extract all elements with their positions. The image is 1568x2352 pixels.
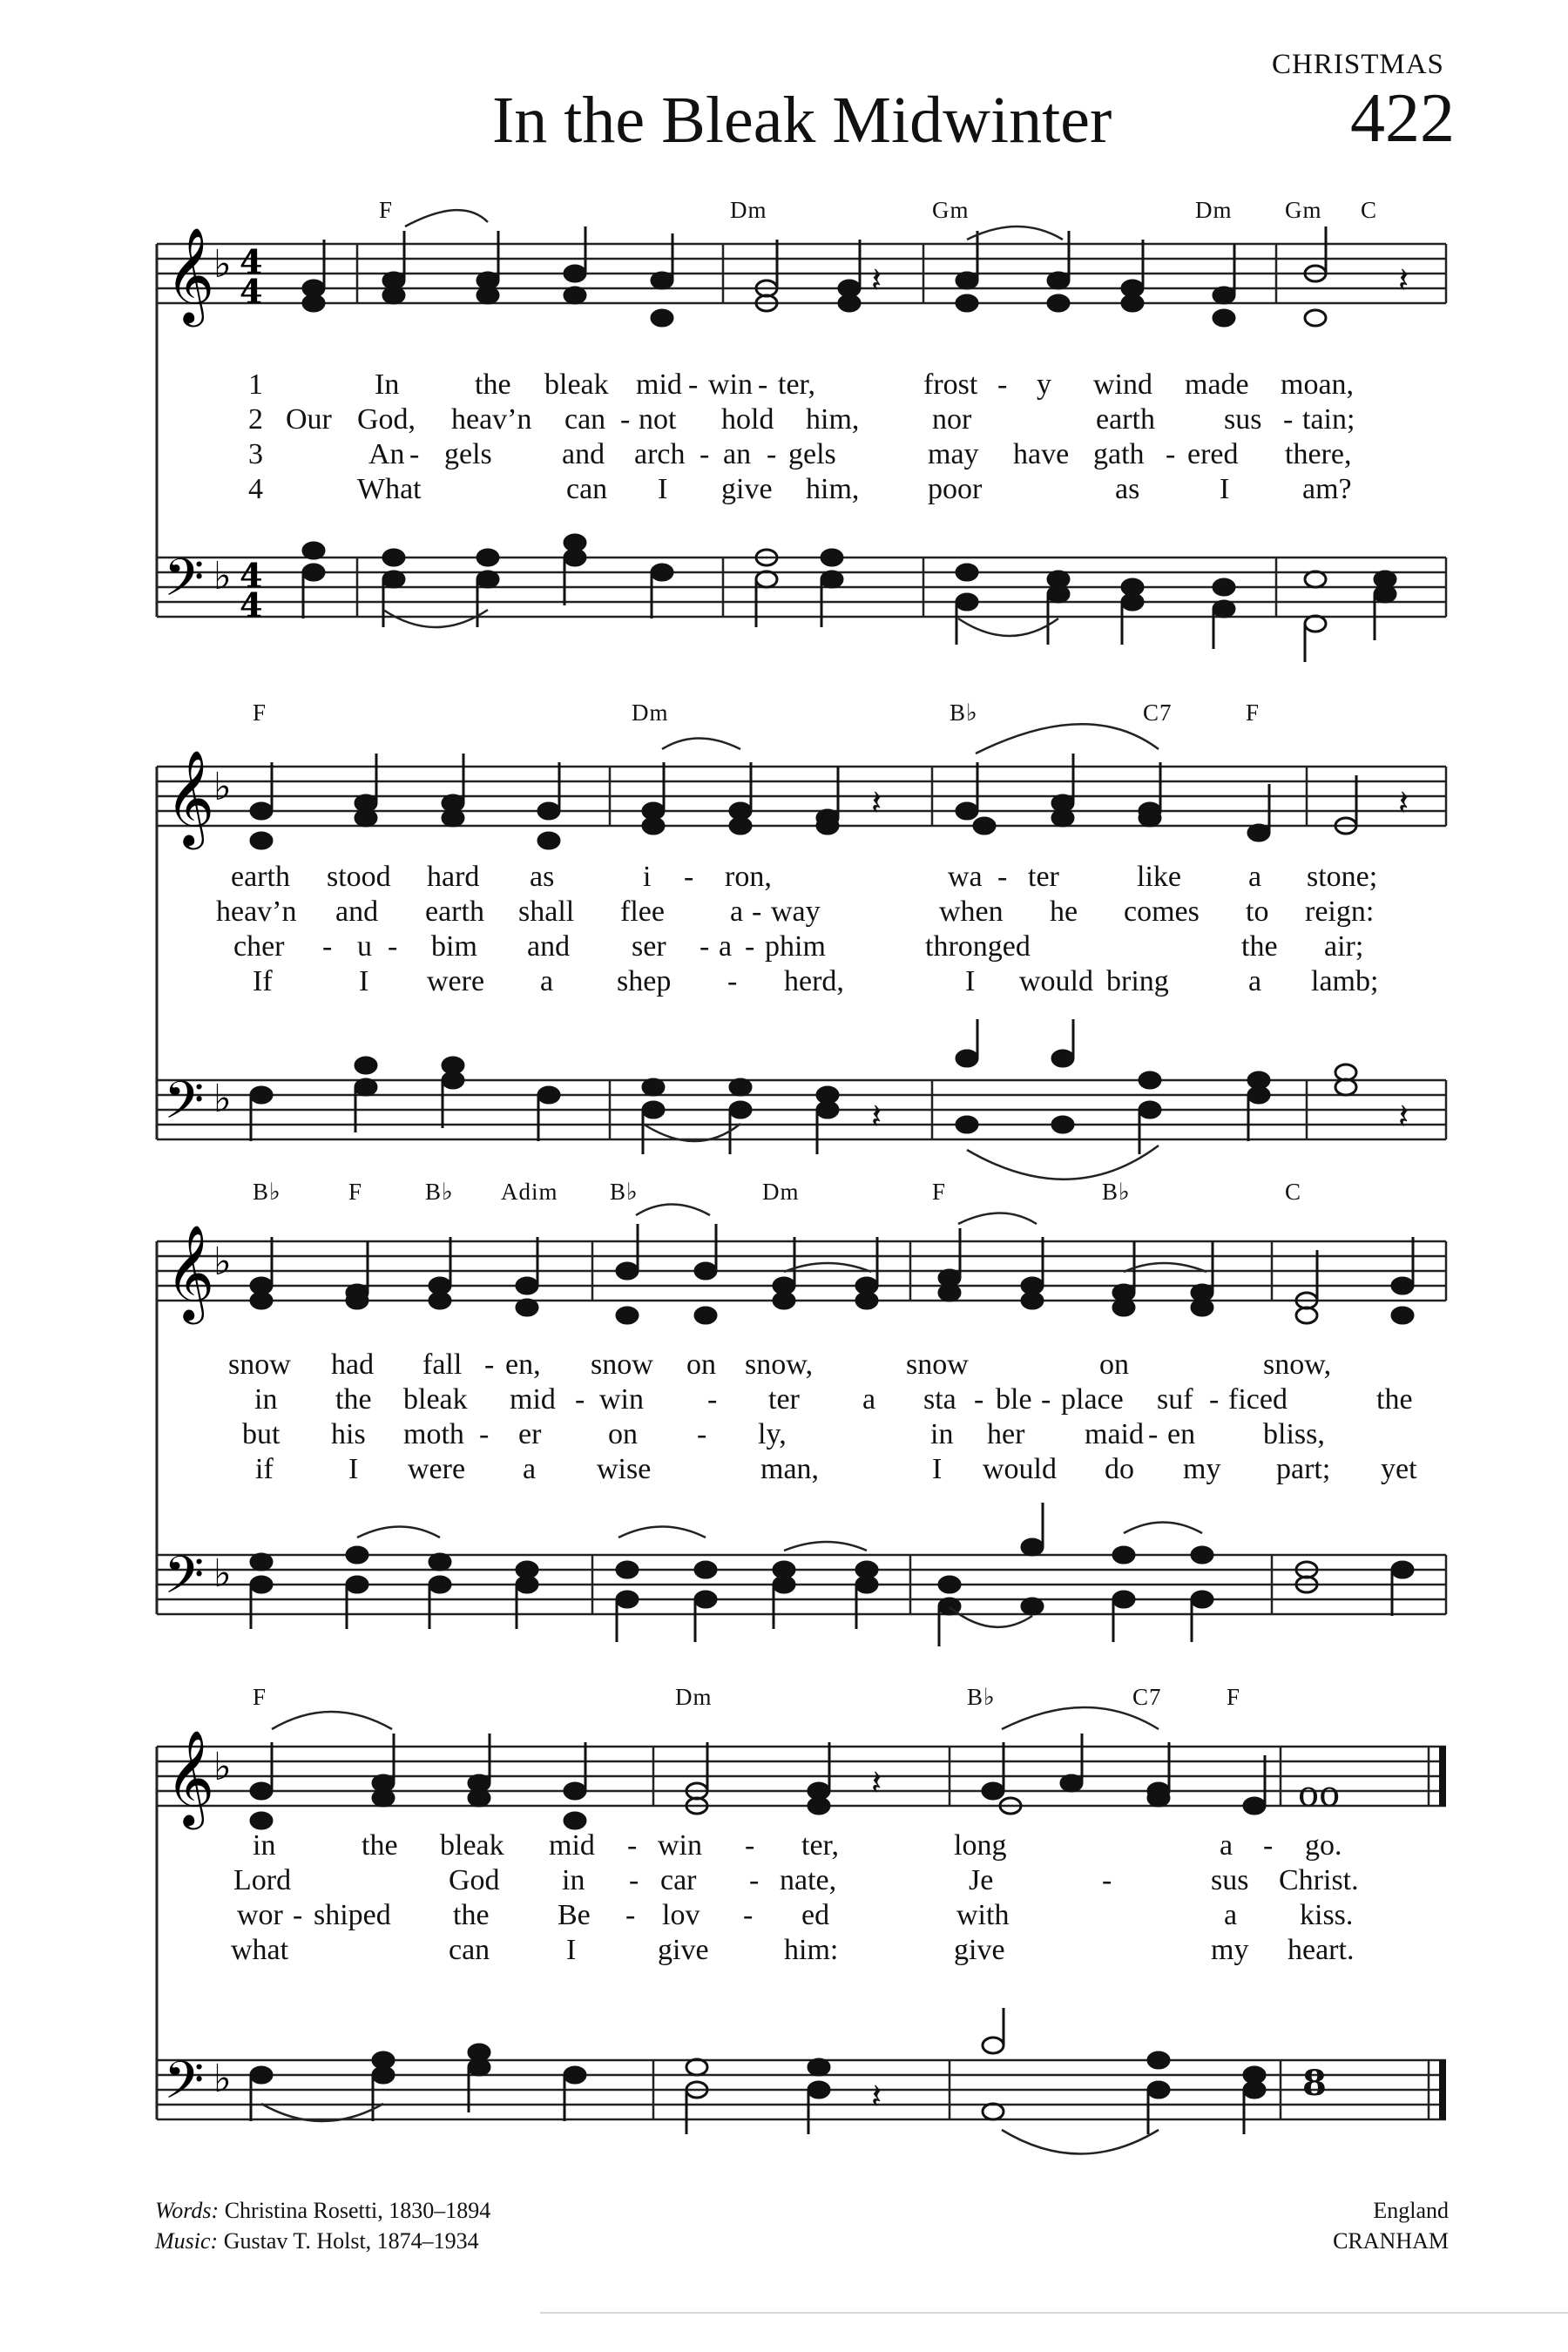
lyric-syllable: would bbox=[1019, 965, 1093, 997]
lyric-syllable: nate, bbox=[780, 1864, 837, 1896]
lyric-syllable: - bbox=[620, 403, 631, 436]
lyric-syllable: go. bbox=[1305, 1829, 1342, 1862]
music-credit bbox=[155, 2230, 479, 2253]
chord-symbol: B♭ bbox=[967, 1684, 996, 1710]
lyric-syllable: - bbox=[1102, 1864, 1112, 1896]
chord-symbol: F bbox=[348, 1179, 363, 1205]
lyric-syllable: do bbox=[1105, 1453, 1134, 1485]
lyric-syllable: in bbox=[930, 1418, 954, 1450]
lyric-syllable: kiss. bbox=[1300, 1899, 1354, 1931]
lyric-syllable: - bbox=[1283, 403, 1294, 436]
svg-text:𝄽: 𝄽 bbox=[1398, 783, 1409, 823]
lyric-syllable: - bbox=[752, 896, 762, 928]
flat-key-icon: ♭ bbox=[213, 765, 232, 809]
verse-number: 3 bbox=[248, 438, 263, 470]
lyric-syllable: earth bbox=[1096, 403, 1155, 436]
lyric-syllable: heav’n bbox=[451, 403, 532, 436]
lyric-syllable: yet bbox=[1381, 1453, 1417, 1485]
lyric-syllable: earth bbox=[425, 896, 484, 928]
lyric-syllable: phim bbox=[765, 930, 826, 963]
lyric-syllable: stone; bbox=[1307, 861, 1378, 893]
lyric-syllable: Our bbox=[286, 403, 332, 436]
lyric-syllable: lov bbox=[662, 1899, 700, 1931]
chord-symbol: B♭ bbox=[1102, 1179, 1131, 1205]
treble-notes-1 bbox=[303, 226, 1326, 326]
treble-clef-icon: 𝄞 bbox=[166, 1730, 215, 1826]
chord-symbol: F bbox=[379, 197, 394, 223]
treble-clef-icon: 𝄞 bbox=[166, 750, 215, 846]
flat-key-icon: ♭ bbox=[213, 1240, 232, 1284]
lyric-syllable: not bbox=[639, 403, 677, 436]
lyric-syllable: had bbox=[331, 1348, 375, 1381]
flat-key-icon: ♭ bbox=[213, 2057, 232, 2101]
lyric-syllable: - bbox=[700, 930, 710, 963]
lyric-syllable: - bbox=[629, 1864, 639, 1896]
lyric-syllable: a bbox=[523, 1453, 537, 1485]
chord-symbol: B♭ bbox=[950, 700, 978, 726]
lyric-syllable: - bbox=[293, 1899, 303, 1931]
lyric-syllable: gath bbox=[1093, 438, 1145, 470]
lyric-syllable: er bbox=[518, 1418, 542, 1450]
whole-notes: oo bbox=[1298, 1774, 1341, 1815]
lyric-syllable: ser bbox=[632, 930, 666, 963]
lyric-syllable: a bbox=[719, 930, 733, 963]
lyric-syllable: sus bbox=[1211, 1864, 1249, 1896]
lyric-syllable: maid bbox=[1085, 1418, 1144, 1450]
svg-text:4: 4 bbox=[240, 556, 263, 595]
lyric-syllable: u bbox=[357, 930, 372, 963]
lyric-syllable: the bbox=[1376, 1383, 1413, 1416]
tune-origin: England bbox=[1373, 2198, 1449, 2223]
lyric-syllable: my bbox=[1211, 1934, 1249, 1966]
lyric-syllable: wa bbox=[948, 861, 983, 893]
lyric-syllable: made bbox=[1185, 368, 1249, 401]
chord-symbol: B♭ bbox=[425, 1179, 454, 1205]
lyric-syllable: moan, bbox=[1281, 368, 1355, 401]
lyric-syllable: - bbox=[745, 1829, 755, 1862]
lyric-syllable: his bbox=[331, 1418, 366, 1450]
lyric-syllable: - bbox=[997, 368, 1008, 401]
lyric-syllable: I bbox=[1220, 473, 1230, 505]
lyric-syllable: Lord bbox=[233, 1864, 292, 1896]
lyric-syllable: as bbox=[530, 861, 555, 893]
lyric-syllable: like bbox=[1137, 861, 1181, 893]
lyric-syllable: ficed bbox=[1228, 1383, 1288, 1416]
lyric-syllable: a bbox=[1224, 1899, 1238, 1931]
bass-clef-icon: 𝄢 bbox=[164, 1070, 205, 1143]
lyric-syllable: give bbox=[721, 473, 773, 505]
lyric-syllable: her bbox=[987, 1418, 1025, 1450]
lyric-syllable: on bbox=[1099, 1348, 1129, 1381]
chord-symbol: Dm bbox=[675, 1684, 713, 1710]
verse-number: 4 bbox=[248, 473, 263, 505]
lyric-syllable: give bbox=[954, 1934, 1005, 1966]
lyric-syllable: air; bbox=[1324, 930, 1364, 963]
lyric-syllable: what bbox=[231, 1934, 289, 1966]
lyric-syllable: with bbox=[956, 1899, 1010, 1931]
lyric-syllable: bleak bbox=[544, 368, 609, 401]
lyric-syllable: - bbox=[1263, 1829, 1274, 1862]
lyric-syllable: in bbox=[562, 1864, 585, 1896]
chord-symbol: Gm bbox=[932, 197, 970, 223]
lyric-syllable: cher bbox=[233, 930, 285, 963]
lyric-syllable: shep bbox=[617, 965, 672, 997]
lyric-syllable: Christ. bbox=[1279, 1864, 1359, 1896]
chord-symbol: C7 bbox=[1143, 700, 1173, 726]
lyric-syllable: gels bbox=[444, 438, 492, 470]
lyric-syllable: - bbox=[727, 965, 738, 997]
lyric-syllable: - bbox=[707, 1383, 718, 1416]
lyric-syllable: were bbox=[408, 1453, 466, 1485]
lyric-syllable: as bbox=[1115, 473, 1140, 505]
lyric-syllable: ble bbox=[996, 1383, 1032, 1416]
chord-symbol: C bbox=[1285, 1179, 1302, 1205]
lyric-syllable: were bbox=[427, 965, 485, 997]
bass-notes-1 bbox=[303, 535, 1396, 662]
chord-symbol: Dm bbox=[1195, 197, 1233, 223]
lyric-syllable: I bbox=[965, 965, 976, 997]
lyric-syllable: may bbox=[928, 438, 979, 470]
treble-clef-icon: 𝄞 bbox=[166, 1225, 215, 1321]
lyric-syllable: - bbox=[479, 1418, 490, 1450]
lyric-syllable: comes bbox=[1124, 896, 1200, 928]
lyric-syllable: long bbox=[954, 1829, 1007, 1862]
lyric-syllable: - bbox=[388, 930, 398, 963]
lyric-syllable: shall bbox=[518, 896, 575, 928]
lyric-syllable: would bbox=[983, 1453, 1057, 1485]
lyric-syllable: snow, bbox=[1263, 1348, 1332, 1381]
lyric-syllable: I bbox=[566, 1934, 577, 1966]
lyric-syllable: and bbox=[562, 438, 605, 470]
verse-number: 1 bbox=[248, 368, 263, 401]
lyric-syllable: ter bbox=[1028, 861, 1059, 893]
lyric-syllable: wise bbox=[597, 1453, 652, 1485]
lyric-syllable: way bbox=[771, 896, 821, 928]
lyric-syllable: - bbox=[684, 861, 694, 893]
lyric-syllable: God, bbox=[357, 403, 416, 436]
lyric-syllable: ered bbox=[1187, 438, 1239, 470]
lyric-syllable: the bbox=[362, 1829, 398, 1862]
lyric-syllable: - bbox=[625, 1899, 636, 1931]
lyric-syllable: there, bbox=[1285, 438, 1352, 470]
lyric-syllable: and bbox=[527, 930, 571, 963]
lyric-syllable: - bbox=[974, 1383, 984, 1416]
lyric-syllable: him: bbox=[784, 1934, 839, 1966]
lyric-syllable: when bbox=[939, 896, 1004, 928]
lyric-syllable: - bbox=[575, 1383, 585, 1416]
chord-symbol: C bbox=[1361, 197, 1378, 223]
lyric-syllable: the bbox=[453, 1899, 490, 1931]
lyric-syllable: my bbox=[1183, 1453, 1221, 1485]
treble-staff-1 bbox=[157, 244, 1446, 303]
lyric-syllable: Be bbox=[558, 1899, 591, 1931]
lyric-syllable: man, bbox=[760, 1453, 820, 1485]
lyric-syllable: gels bbox=[788, 438, 836, 470]
lyric-syllable: hard bbox=[427, 861, 480, 893]
lyric-syllable: mid bbox=[510, 1383, 556, 1416]
lyric-syllable: - bbox=[688, 368, 699, 401]
lyric-syllable: earth bbox=[231, 861, 290, 893]
lyric-syllable: nor bbox=[932, 403, 972, 436]
lyric-syllable: sus bbox=[1224, 403, 1262, 436]
lyric-syllable: heav’n bbox=[216, 896, 297, 928]
lyric-syllable: mid bbox=[549, 1829, 595, 1862]
lyric-syllable: God bbox=[449, 1864, 500, 1896]
chord-symbol: B♭ bbox=[253, 1179, 281, 1205]
chord-symbol: Adim bbox=[501, 1179, 558, 1205]
lyric-syllable: bleak bbox=[440, 1829, 504, 1862]
lyric-syllable: place bbox=[1061, 1383, 1124, 1416]
lyric-syllable: win bbox=[599, 1383, 644, 1416]
bass-staff-1 bbox=[157, 558, 1446, 617]
hymn-title: In the Bleak Midwinter bbox=[492, 84, 1112, 157]
lyric-syllable: - bbox=[758, 368, 768, 401]
lyric-syllable: I bbox=[932, 1453, 943, 1485]
lyric-syllable: An bbox=[368, 438, 405, 470]
lyric-syllable: ly, bbox=[758, 1418, 787, 1450]
lyric-syllable: - bbox=[484, 1348, 495, 1381]
lyric-syllable: snow, bbox=[745, 1348, 814, 1381]
lyric-syllable: - bbox=[1148, 1418, 1159, 1450]
lyric-syllable: - bbox=[700, 438, 710, 470]
chord-symbol: F bbox=[253, 700, 267, 726]
bass-clef-icon: 𝄢 bbox=[164, 2050, 205, 2123]
lyric-syllable: - bbox=[1041, 1383, 1051, 1416]
lyric-syllable: - bbox=[697, 1418, 707, 1450]
lyric-syllable: lamb; bbox=[1311, 965, 1379, 997]
lyric-syllable: What bbox=[357, 473, 422, 505]
section-label: CHRISTMAS bbox=[1272, 49, 1444, 80]
chord-symbol: B♭ bbox=[610, 1179, 639, 1205]
lyric-syllable: i bbox=[643, 861, 652, 893]
lyric-syllable: him, bbox=[806, 403, 860, 436]
chord-symbol: F bbox=[932, 1179, 947, 1205]
lyric-syllable: I bbox=[348, 1453, 359, 1485]
lyric-syllable: in bbox=[253, 1829, 276, 1862]
lyric-syllable: herd, bbox=[784, 965, 844, 997]
flat-key-icon: ♭ bbox=[213, 242, 232, 287]
lyric-syllable: the bbox=[1241, 930, 1278, 963]
lyric-syllable: a bbox=[862, 1383, 876, 1416]
lyric-syllable: ron, bbox=[725, 861, 772, 893]
lyric-syllable: ter, bbox=[801, 1829, 839, 1862]
lyric-syllable: snow bbox=[591, 1348, 653, 1381]
lyric-syllable: snow bbox=[228, 1348, 291, 1381]
lyric-syllable: a bbox=[730, 896, 744, 928]
lyric-syllable: have bbox=[1013, 438, 1070, 470]
lyric-syllable: reign: bbox=[1305, 896, 1375, 928]
lyric-syllable: can bbox=[449, 1934, 490, 1966]
lyric-syllable: - bbox=[409, 438, 420, 470]
svg-text:𝄽: 𝄽 bbox=[871, 2077, 882, 2117]
lyric-syllable: can bbox=[564, 403, 606, 436]
svg-text:𝄽: 𝄽 bbox=[871, 1763, 882, 1803]
chord-symbol: F bbox=[1227, 1684, 1241, 1710]
treble-clef-icon: 𝄞 bbox=[166, 227, 215, 323]
lyric-syllable: and bbox=[335, 896, 379, 928]
lyric-syllable: I bbox=[359, 965, 369, 997]
svg-text:8: 8 bbox=[1302, 2063, 1327, 2104]
lyric-syllable: a bbox=[1248, 965, 1262, 997]
lyric-syllable: frost bbox=[923, 368, 978, 401]
time-signature: 4 bbox=[240, 272, 263, 311]
svg-text:4: 4 bbox=[240, 585, 263, 625]
lyric-syllable: - bbox=[997, 861, 1008, 893]
lyric-syllable: stood bbox=[327, 861, 391, 893]
flat-key-icon: ♭ bbox=[213, 1551, 232, 1596]
lyric-syllable: moth bbox=[403, 1418, 464, 1450]
lyric-syllable: can bbox=[566, 473, 608, 505]
lyric-syllable: bleak bbox=[403, 1383, 468, 1416]
lyric-syllable: heart. bbox=[1288, 1934, 1355, 1966]
flat-key-icon: ♭ bbox=[213, 1745, 232, 1789]
bass-clef-icon: 𝄢 bbox=[164, 547, 205, 620]
lyric-syllable: win bbox=[708, 368, 753, 401]
lyric-syllable: on bbox=[686, 1348, 716, 1381]
svg-text:𝄽: 𝄽 bbox=[871, 783, 882, 823]
lyric-syllable: car bbox=[660, 1864, 697, 1896]
lyric-syllable: - bbox=[743, 1899, 754, 1931]
lyric-syllable: a bbox=[1248, 861, 1262, 893]
lyric-syllable: if bbox=[255, 1453, 274, 1485]
lyric-syllable: snow bbox=[906, 1348, 969, 1381]
lyric-syllable: poor bbox=[928, 473, 983, 505]
lyric-syllable: - bbox=[627, 1829, 638, 1862]
lyric-syllable: I bbox=[658, 473, 668, 505]
lyric-syllable: flee bbox=[620, 896, 665, 928]
lyric-syllable: hold bbox=[721, 403, 774, 436]
chord-symbol: Dm bbox=[730, 197, 767, 223]
svg-text:𝄽: 𝄽 bbox=[1398, 1097, 1409, 1137]
lyric-syllable: an bbox=[723, 438, 752, 470]
lyric-syllable: suf bbox=[1157, 1383, 1193, 1416]
lyric-syllable: y bbox=[1037, 368, 1051, 401]
lyric-syllable: the bbox=[335, 1383, 372, 1416]
bass-clef-icon: 𝄢 bbox=[164, 1544, 205, 1618]
lyric-syllable: a bbox=[540, 965, 554, 997]
lyric-syllable: wind bbox=[1093, 368, 1152, 401]
lyric-syllable: en bbox=[1167, 1418, 1196, 1450]
lyric-syllable: - bbox=[1209, 1383, 1220, 1416]
lyric-syllable: bring bbox=[1106, 965, 1169, 997]
verse-number: 2 bbox=[248, 403, 263, 436]
bottom-rule bbox=[540, 2312, 1568, 2314]
lyric-syllable: ter bbox=[768, 1383, 800, 1416]
lyric-syllable: to bbox=[1246, 896, 1269, 928]
music-label: Music: bbox=[155, 2228, 219, 2254]
lyric-syllable: shiped bbox=[314, 1899, 391, 1931]
lyric-syllable: am? bbox=[1302, 473, 1352, 505]
lyric-syllable: arch bbox=[634, 438, 686, 470]
lyric-syllable: - bbox=[745, 930, 755, 963]
words-author: Christina Rosetti, 1830–1894 bbox=[224, 2198, 491, 2223]
lyric-syllable: a bbox=[1220, 1829, 1233, 1862]
flat-key-icon: ♭ bbox=[213, 1077, 232, 1121]
lyric-syllable: bliss, bbox=[1263, 1418, 1325, 1450]
lyric-syllable: ed bbox=[801, 1899, 830, 1931]
final-barline bbox=[1439, 1747, 1446, 1806]
lyric-syllable: but bbox=[242, 1418, 280, 1450]
chord-symbol: C7 bbox=[1132, 1684, 1162, 1710]
lyric-syllable: on bbox=[608, 1418, 638, 1450]
lyric-syllable: mid bbox=[636, 368, 682, 401]
lyric-syllable: win bbox=[658, 1829, 702, 1862]
lyric-syllable: - bbox=[767, 438, 777, 470]
lyric-syllable: thronged bbox=[925, 930, 1031, 963]
lyric-syllable: him, bbox=[806, 473, 860, 505]
chord-symbol: F bbox=[1246, 700, 1260, 726]
lyric-syllable: - bbox=[749, 1864, 760, 1896]
chord-symbol: Dm bbox=[632, 700, 669, 726]
lyric-syllable: ter, bbox=[778, 368, 815, 401]
chord-symbol: F bbox=[253, 1684, 267, 1710]
hymn-number: 422 bbox=[1350, 80, 1455, 157]
lyric-syllable: the bbox=[475, 368, 511, 401]
tune-name: CRANHAM bbox=[1333, 2228, 1449, 2254]
words-label: Words: bbox=[155, 2198, 220, 2223]
lyric-syllable: In bbox=[375, 368, 400, 401]
lyric-syllable: in bbox=[254, 1383, 278, 1416]
svg-text:𝄽: 𝄽 bbox=[1398, 260, 1409, 301]
lyric-syllable: part; bbox=[1276, 1453, 1331, 1485]
words-credit bbox=[155, 2200, 490, 2222]
svg-text:𝄽: 𝄽 bbox=[871, 260, 882, 301]
lyric-syllable: fall bbox=[422, 1348, 463, 1381]
lyric-syllable: wor bbox=[237, 1899, 283, 1931]
lyric-syllable: give bbox=[658, 1934, 709, 1966]
lyric-syllable: Je bbox=[969, 1864, 994, 1896]
lyric-syllable: - bbox=[1166, 438, 1176, 470]
time-signature: 4 bbox=[240, 242, 263, 281]
lyric-syllable: bim bbox=[431, 930, 477, 963]
flat-key-icon: ♭ bbox=[213, 554, 232, 598]
chord-symbol: Gm bbox=[1285, 197, 1322, 223]
lyric-syllable: If bbox=[253, 965, 273, 997]
svg-text:𝄽: 𝄽 bbox=[871, 1097, 882, 1137]
lyric-syllable: he bbox=[1050, 896, 1078, 928]
music-composer: Gustav T. Holst, 1874–1934 bbox=[223, 2228, 479, 2254]
lyric-syllable: sta bbox=[923, 1383, 956, 1416]
lyric-syllable: en, bbox=[505, 1348, 541, 1381]
lyric-syllable: - bbox=[322, 930, 333, 963]
lyric-syllable: tain; bbox=[1302, 403, 1355, 436]
chord-symbol: Dm bbox=[762, 1179, 800, 1205]
